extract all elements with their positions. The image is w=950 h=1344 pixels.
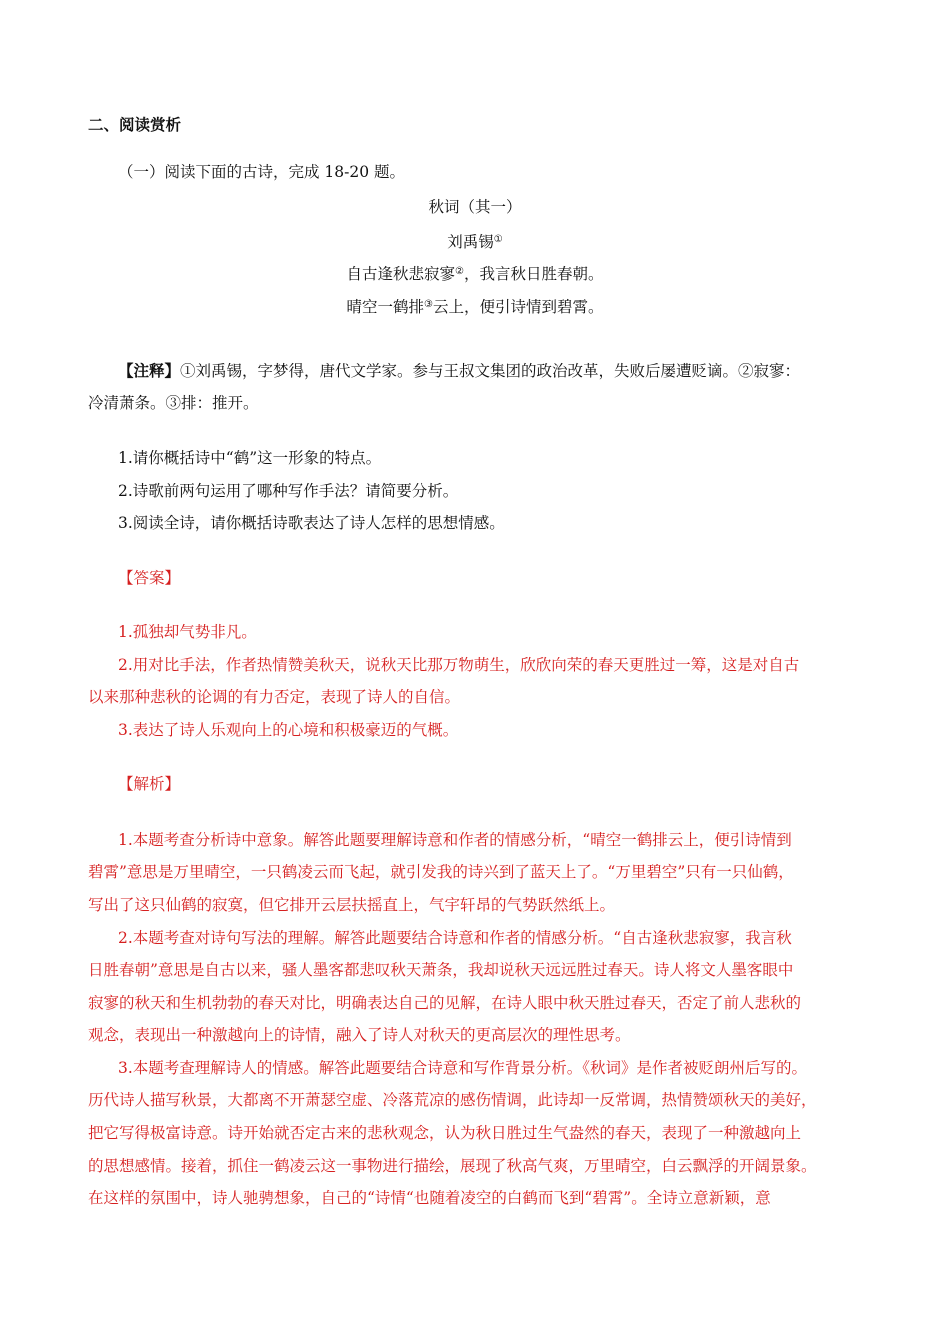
- question-2: 2.诗歌前两句运用了哪种写作手法？请简要分析。: [118, 482, 459, 500]
- answer-line-2: 2.用对比手法，作者热情赞美秋天，说秋天比那万物萌生，欣欣向荣的春天更胜过一筹，这是对自古: [118, 656, 800, 674]
- notes-line-2: 冷清萧条。③排：推开。: [88, 394, 259, 412]
- question-1: 1.请你概括诗中“鹤”这一形象的特点。: [118, 449, 382, 467]
- poem-line-1-part-b: ，我言秋日胜春朝。: [463, 265, 604, 283]
- analysis-line-5: 日胜春朝”意思是自古以来，骚人墨客都悲叹秋天萧条，我却说秋天远远胜过春天。诗人将文人墨客眼中: [88, 961, 794, 979]
- question-3: 3.阅读全诗，请你概括诗歌表达了诗人怎样的思想情感。: [118, 514, 505, 532]
- analysis-line-7: 观念，表现出一种激越向上的诗情，融入了诗人对秋天的更高层次的理性思考。: [88, 1026, 631, 1044]
- poem-line-2: [0, 295, 950, 317]
- analysis-line-1: 1.本题考查分析诗中意象。解答此题要理解诗意和作者的情感分析，“晴空一鹤排云上，便引诗情到: [118, 831, 792, 849]
- poem-author-name: 刘禹锡: [447, 233, 494, 251]
- notes-heading: 【注释】: [118, 362, 181, 380]
- analysis-line-10: 把它写得极富诗意。诗开始就否定古来的悲秋观念，认为秋日胜过生气盎然的春天，表现了一种激越向上: [88, 1124, 802, 1142]
- poem-title: 秋词（其一）: [428, 198, 522, 216]
- poem-line-1: [0, 262, 950, 284]
- footnote-mark-3: ③: [424, 299, 433, 310]
- analysis-line-9: 历代诗人描写秋景，大都离不开萧瑟空虚、冷落荒凉的感伤情调，此诗却一反常调，热情赞颂秋天的美好，: [88, 1091, 817, 1109]
- poem-line-2-part-a: 晴空一鹤排: [346, 298, 425, 316]
- answer-heading: 【答案】: [118, 569, 181, 587]
- footnote-mark-1: ①: [493, 234, 503, 245]
- answer-line-3: 以来那种悲秋的论调的有力否定，表现了诗人的自信。: [88, 688, 461, 706]
- analysis-line-12: 在这样的氛围中，诗人驰骋想象，自己的“诗情“也随着凌空的白鹤而飞到“碧霄”。全诗立意新颖，意: [88, 1189, 771, 1207]
- poem-line-2-part-b: 云上，便引诗情到碧霄。: [432, 298, 604, 316]
- answer-line-1: 1.孤独却气势非凡。: [118, 623, 257, 641]
- notes-line-1: [118, 361, 800, 381]
- analysis-line-2: 碧霄”意思是万里晴空，一只鹤凌云而飞起，就引发我的诗兴到了蓝天上了。“万里碧空”只有一只仙鹤，: [88, 863, 794, 881]
- analysis-line-11: 的思想感情。接着，抓住一鹤凌云这一事物进行描绘，展现了秋高气爽，万里晴空，白云飘浮的开阔景象。: [88, 1157, 817, 1175]
- poem-author: [0, 230, 950, 252]
- analysis-heading: 【解析】: [118, 775, 181, 793]
- analysis-line-8: 3.本题考查理解诗人的情感。解答此题要结合诗意和写作背景分析。《秋词》是作者被贬朗州后写的。: [118, 1059, 808, 1077]
- analysis-line-4: 2.本题考查对诗句写法的理解。解答此题要结合诗意和作者的情感分析。“自古逢秋悲寂寥，我言秋: [118, 929, 792, 947]
- answer-line-4: 3.表达了诗人乐观向上的心境和积极豪迈的气概。: [118, 721, 459, 739]
- notes-text-1: ①刘禹锡，字梦得，唐代文学家。参与王叔文集团的政治改革，失败后屡遭贬谪。②寂寥：: [180, 362, 801, 380]
- reading-intro: （一）阅读下面的古诗，完成 18-20 题。: [118, 163, 406, 181]
- analysis-line-3: 写出了这只仙鹤的寂寞，但它排开云层扶摇直上，气宇轩昂的气势跃然纸上。: [88, 896, 616, 914]
- section-title: 二、阅读赏析: [88, 116, 182, 134]
- poem-line-1-part-a: 自古逢秋悲寂寥: [346, 265, 456, 283]
- analysis-line-6: 寂寥的秋天和生机勃勃的春天对比，明确表达自己的见解，在诗人眼中秋天胜过春天，否定了前人悲秋的: [88, 994, 802, 1012]
- footnote-mark-2: ②: [455, 266, 464, 277]
